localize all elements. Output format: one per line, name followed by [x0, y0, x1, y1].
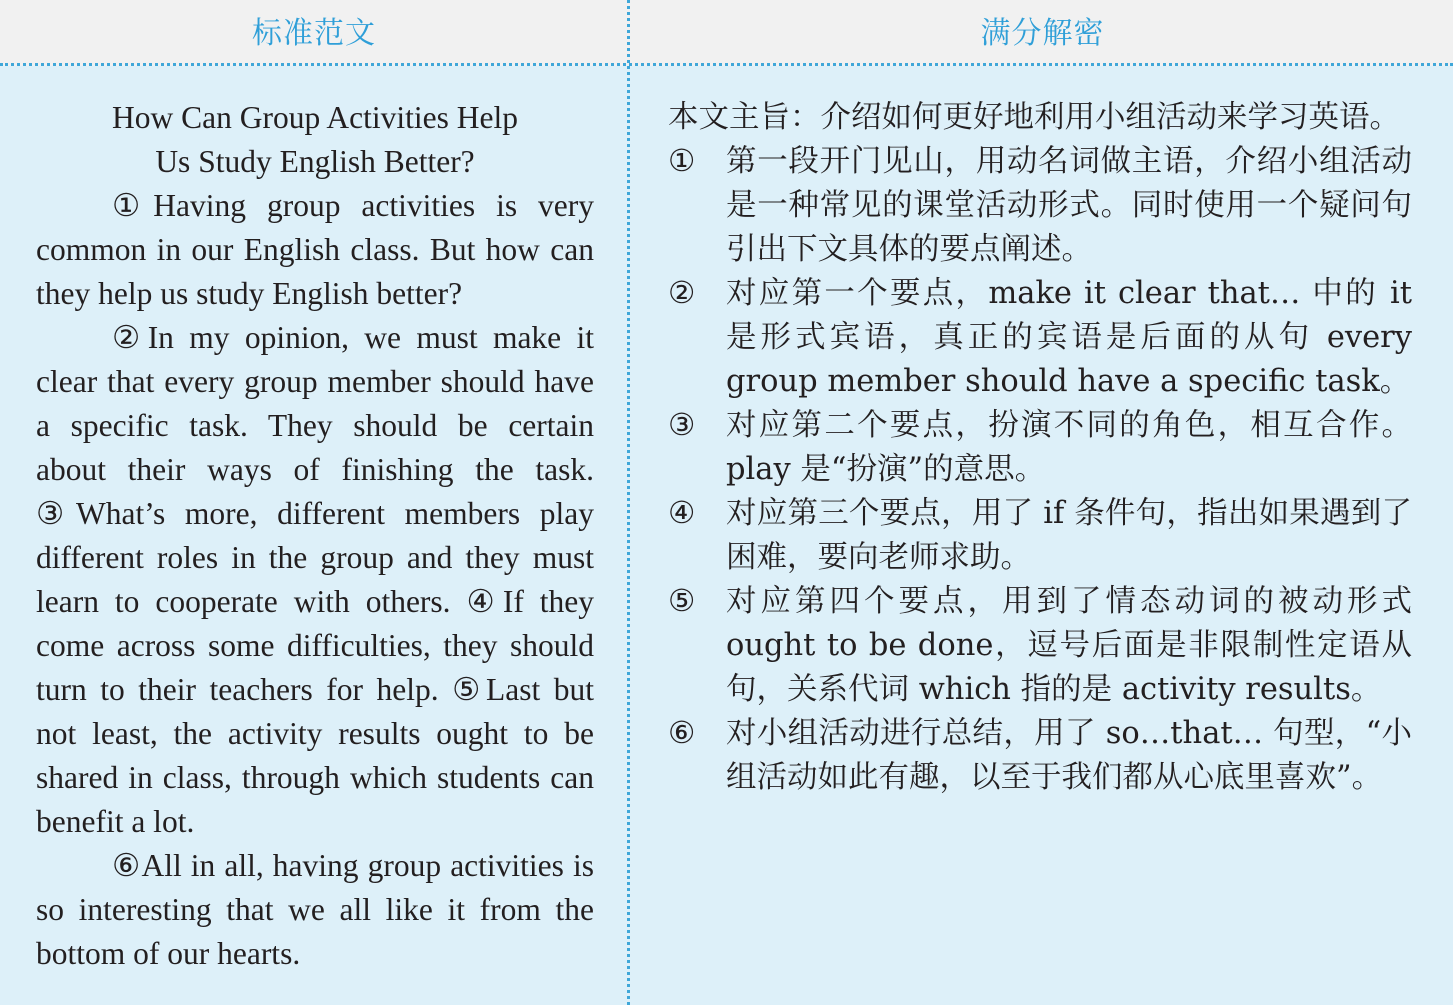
note-text: 对应第一个要点，make it clear that… 中的 it 是形式宾语，真正的宾语是后面的从句 every group member should have a specific task。: [726, 276, 1412, 399]
analysis-column: [668, 96, 1412, 800]
essay-title: [36, 96, 594, 184]
header-model-essay: 标准范文: [252, 16, 376, 51]
model-essay-column: [36, 96, 594, 976]
header-analysis: 满分解密: [980, 16, 1105, 51]
note-text: 对应第三个要点，用了 if 条件句，指出如果遇到了困难，要向老师求助。: [726, 496, 1412, 575]
table-header: [0, 0, 1453, 66]
analysis-note-1: [668, 140, 1412, 272]
note-text: 对应第四个要点，用到了情态动词的被动形式 ought to be done，逗号后面是非限制性定语从句，关系代词 which 指的是 activity results。: [726, 584, 1412, 707]
essay-paragraph-1: ①Having group activities is very common in our English class. But how can they help us study English better?: [36, 188, 594, 311]
note-number: ⑥: [668, 716, 696, 751]
essay-title-line-2: Us Study English Better?: [155, 144, 475, 179]
essay-paragraph-3: ⑥All in all, having group activities is so interesting that we all like it from the bottom of our hearts.: [36, 848, 594, 971]
note-number: ③: [668, 408, 696, 443]
analysis-note-6: [668, 712, 1412, 800]
essay-paragraph-2: ②In my opinion, we must make it clear that every group member should have a specific task. They should be certain about their ways of finishing the task. ③What’s more, different members play different roles in the group and they must learn to cooperate with others. ④If they come across some difficulties, they should turn to their teachers for help. ⑤Last but not least, the activity results ought to be shared in class, through which students can benefit a lot.: [36, 320, 594, 839]
analysis-note-3: [668, 404, 1412, 492]
note-text: 对小组活动进行总结，用了 so…that… 句型，“小组活动如此有趣，以至于我们都从心底里喜欢”。: [726, 716, 1412, 795]
note-number: ⑤: [668, 584, 696, 619]
essay-title-line-1: How Can Group Activities Help: [112, 100, 518, 135]
note-number: ①: [668, 144, 696, 179]
note-text: 对应第二个要点，扮演不同的角色，相互合作。play 是“扮演”的意思。: [726, 408, 1412, 487]
note-number: ②: [668, 276, 696, 311]
column-divider: [627, 0, 630, 1005]
analysis-note-2: [668, 272, 1412, 404]
analysis-note-5: [668, 580, 1412, 712]
note-text: 第一段开门见山，用动名词做主语，介绍小组活动是一种常见的课堂活动形式。同时使用一个疑问句引出下文具体的要点阐述。: [726, 144, 1412, 267]
note-number: ④: [668, 496, 696, 531]
analysis-note-4: [668, 492, 1412, 580]
essay-gist: 本文主旨：介绍如何更好地利用小组活动来学习英语。: [668, 100, 1400, 135]
